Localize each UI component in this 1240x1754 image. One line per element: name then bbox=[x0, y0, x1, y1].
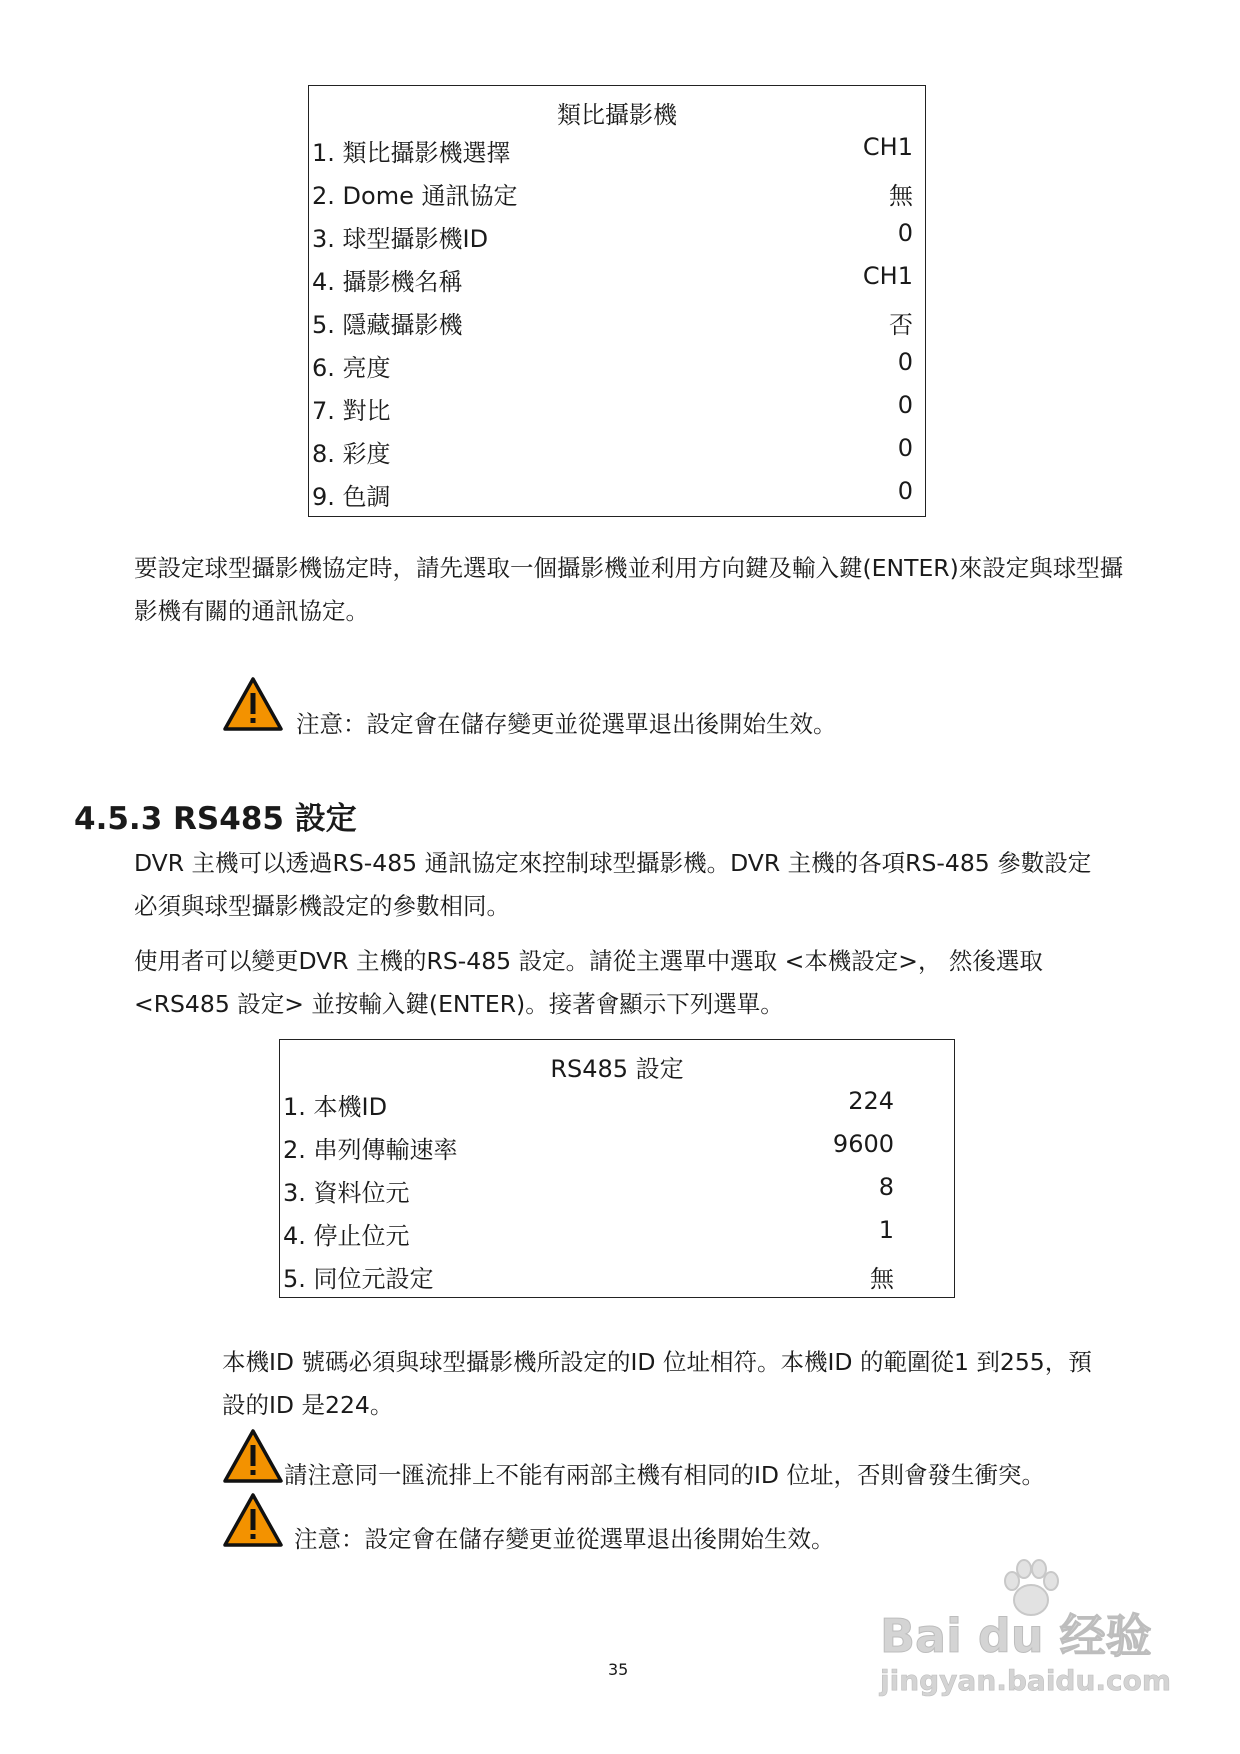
table-row bbox=[309, 219, 925, 259]
row-value: 1 bbox=[878, 1216, 894, 1244]
row-label: 5. 同位元設定 bbox=[283, 1265, 434, 1293]
section-heading: 4.5.3 RS485 設定 bbox=[74, 801, 357, 837]
row-value: 0 bbox=[897, 219, 913, 247]
rs485-settings-table bbox=[279, 1039, 955, 1298]
row-value: 0 bbox=[897, 477, 913, 505]
table-row bbox=[309, 391, 925, 431]
row-label: 3. 資料位元 bbox=[283, 1179, 410, 1207]
row-value: 否 bbox=[889, 311, 913, 339]
rs485-table-title: RS485 設定 bbox=[550, 1055, 684, 1083]
row-value: 無 bbox=[889, 182, 913, 210]
warning-icon bbox=[222, 676, 284, 732]
table-row bbox=[309, 262, 925, 302]
row-label: 3. 球型攝影機ID bbox=[312, 225, 489, 253]
table-row bbox=[309, 305, 925, 345]
paragraph-line: <RS485 設定> 並按輸入鍵(ENTER)。接著會顯示下列選單。 bbox=[134, 990, 784, 1018]
row-label: 2. 串列傳輸速率 bbox=[283, 1136, 458, 1164]
row-value: CH1 bbox=[862, 133, 913, 161]
warning-icon bbox=[222, 1428, 284, 1484]
table-row bbox=[280, 1173, 954, 1213]
watermark-logo: Bai du 经验 bbox=[880, 1609, 1152, 1663]
paragraph-line: 使用者可以變更DVR 主機的RS-485 設定。請從主選單中選取 <本機設定>， 然後選取 bbox=[134, 947, 1043, 975]
row-value: 0 bbox=[897, 434, 913, 462]
warning-text: 注意：設定會在儲存變更並從選單退出後開始生效。 bbox=[296, 710, 837, 738]
row-label: 7. 對比 bbox=[312, 397, 391, 425]
row-label: 5. 隱藏攝影機 bbox=[312, 311, 463, 339]
row-label: 9. 色調 bbox=[312, 483, 391, 511]
table-row bbox=[309, 348, 925, 388]
paragraph-line: 影機有關的通訊協定。 bbox=[134, 597, 369, 625]
row-label: 4. 攝影機名稱 bbox=[312, 268, 463, 296]
row-value: 8 bbox=[878, 1173, 894, 1201]
warning-text: 請注意同一匯流排上不能有兩部主機有相同的ID 位址，否則會發生衝突。 bbox=[284, 1461, 1045, 1489]
warning-text: 注意：設定會在儲存變更並從選單退出後開始生效。 bbox=[294, 1525, 835, 1553]
table-row bbox=[309, 133, 925, 173]
row-value: CH1 bbox=[862, 262, 913, 290]
warning-icon bbox=[222, 1492, 284, 1548]
paragraph-line: 本機ID 號碼必須與球型攝影機所設定的ID 位址相符。本機ID 的範圍從1 到255，預 bbox=[222, 1348, 1092, 1376]
paragraph-line: DVR 主機可以透過RS-485 通訊協定來控制球型攝影機。DVR 主機的各項RS-485 參數設定 bbox=[134, 849, 1092, 877]
row-label: 2. Dome 通訊協定 bbox=[312, 182, 518, 210]
table-row bbox=[280, 1259, 954, 1299]
table-row bbox=[280, 1216, 954, 1256]
row-label: 1. 本機ID bbox=[283, 1093, 388, 1121]
row-value: 224 bbox=[848, 1087, 894, 1115]
camera-settings-table bbox=[308, 85, 926, 517]
row-value: 無 bbox=[870, 1265, 894, 1293]
row-label: 6. 亮度 bbox=[312, 354, 391, 382]
page-number: 35 bbox=[608, 1660, 629, 1679]
paragraph-line: 必須與球型攝影機設定的參數相同。 bbox=[134, 892, 510, 920]
paragraph-line: 要設定球型攝影機協定時，請先選取一個攝影機並利用方向鍵及輸入鍵(ENTER)來設定與球型攝 bbox=[134, 554, 1124, 582]
row-value: 0 bbox=[897, 391, 913, 419]
rs485-instructions-paragraph bbox=[134, 940, 1043, 1026]
row-label: 4. 停止位元 bbox=[283, 1222, 410, 1250]
local-id-paragraph bbox=[222, 1341, 1092, 1427]
table-row bbox=[309, 434, 925, 474]
row-value: 9600 bbox=[832, 1130, 894, 1158]
row-label: 1. 類比攝影機選擇 bbox=[312, 139, 511, 167]
camera-protocol-paragraph bbox=[134, 547, 1123, 633]
rs485-intro-paragraph bbox=[134, 842, 1091, 928]
table-row bbox=[280, 1087, 954, 1127]
paragraph-line: 設的ID 是224。 bbox=[222, 1391, 394, 1419]
table-row bbox=[309, 477, 925, 517]
watermark-url: jingyan.baidu.com bbox=[880, 1664, 1172, 1697]
table-row bbox=[309, 176, 925, 216]
table-row bbox=[280, 1130, 954, 1170]
camera-table-title: 類比攝影機 bbox=[557, 101, 677, 129]
row-value: 0 bbox=[897, 348, 913, 376]
row-label: 8. 彩度 bbox=[312, 440, 391, 468]
